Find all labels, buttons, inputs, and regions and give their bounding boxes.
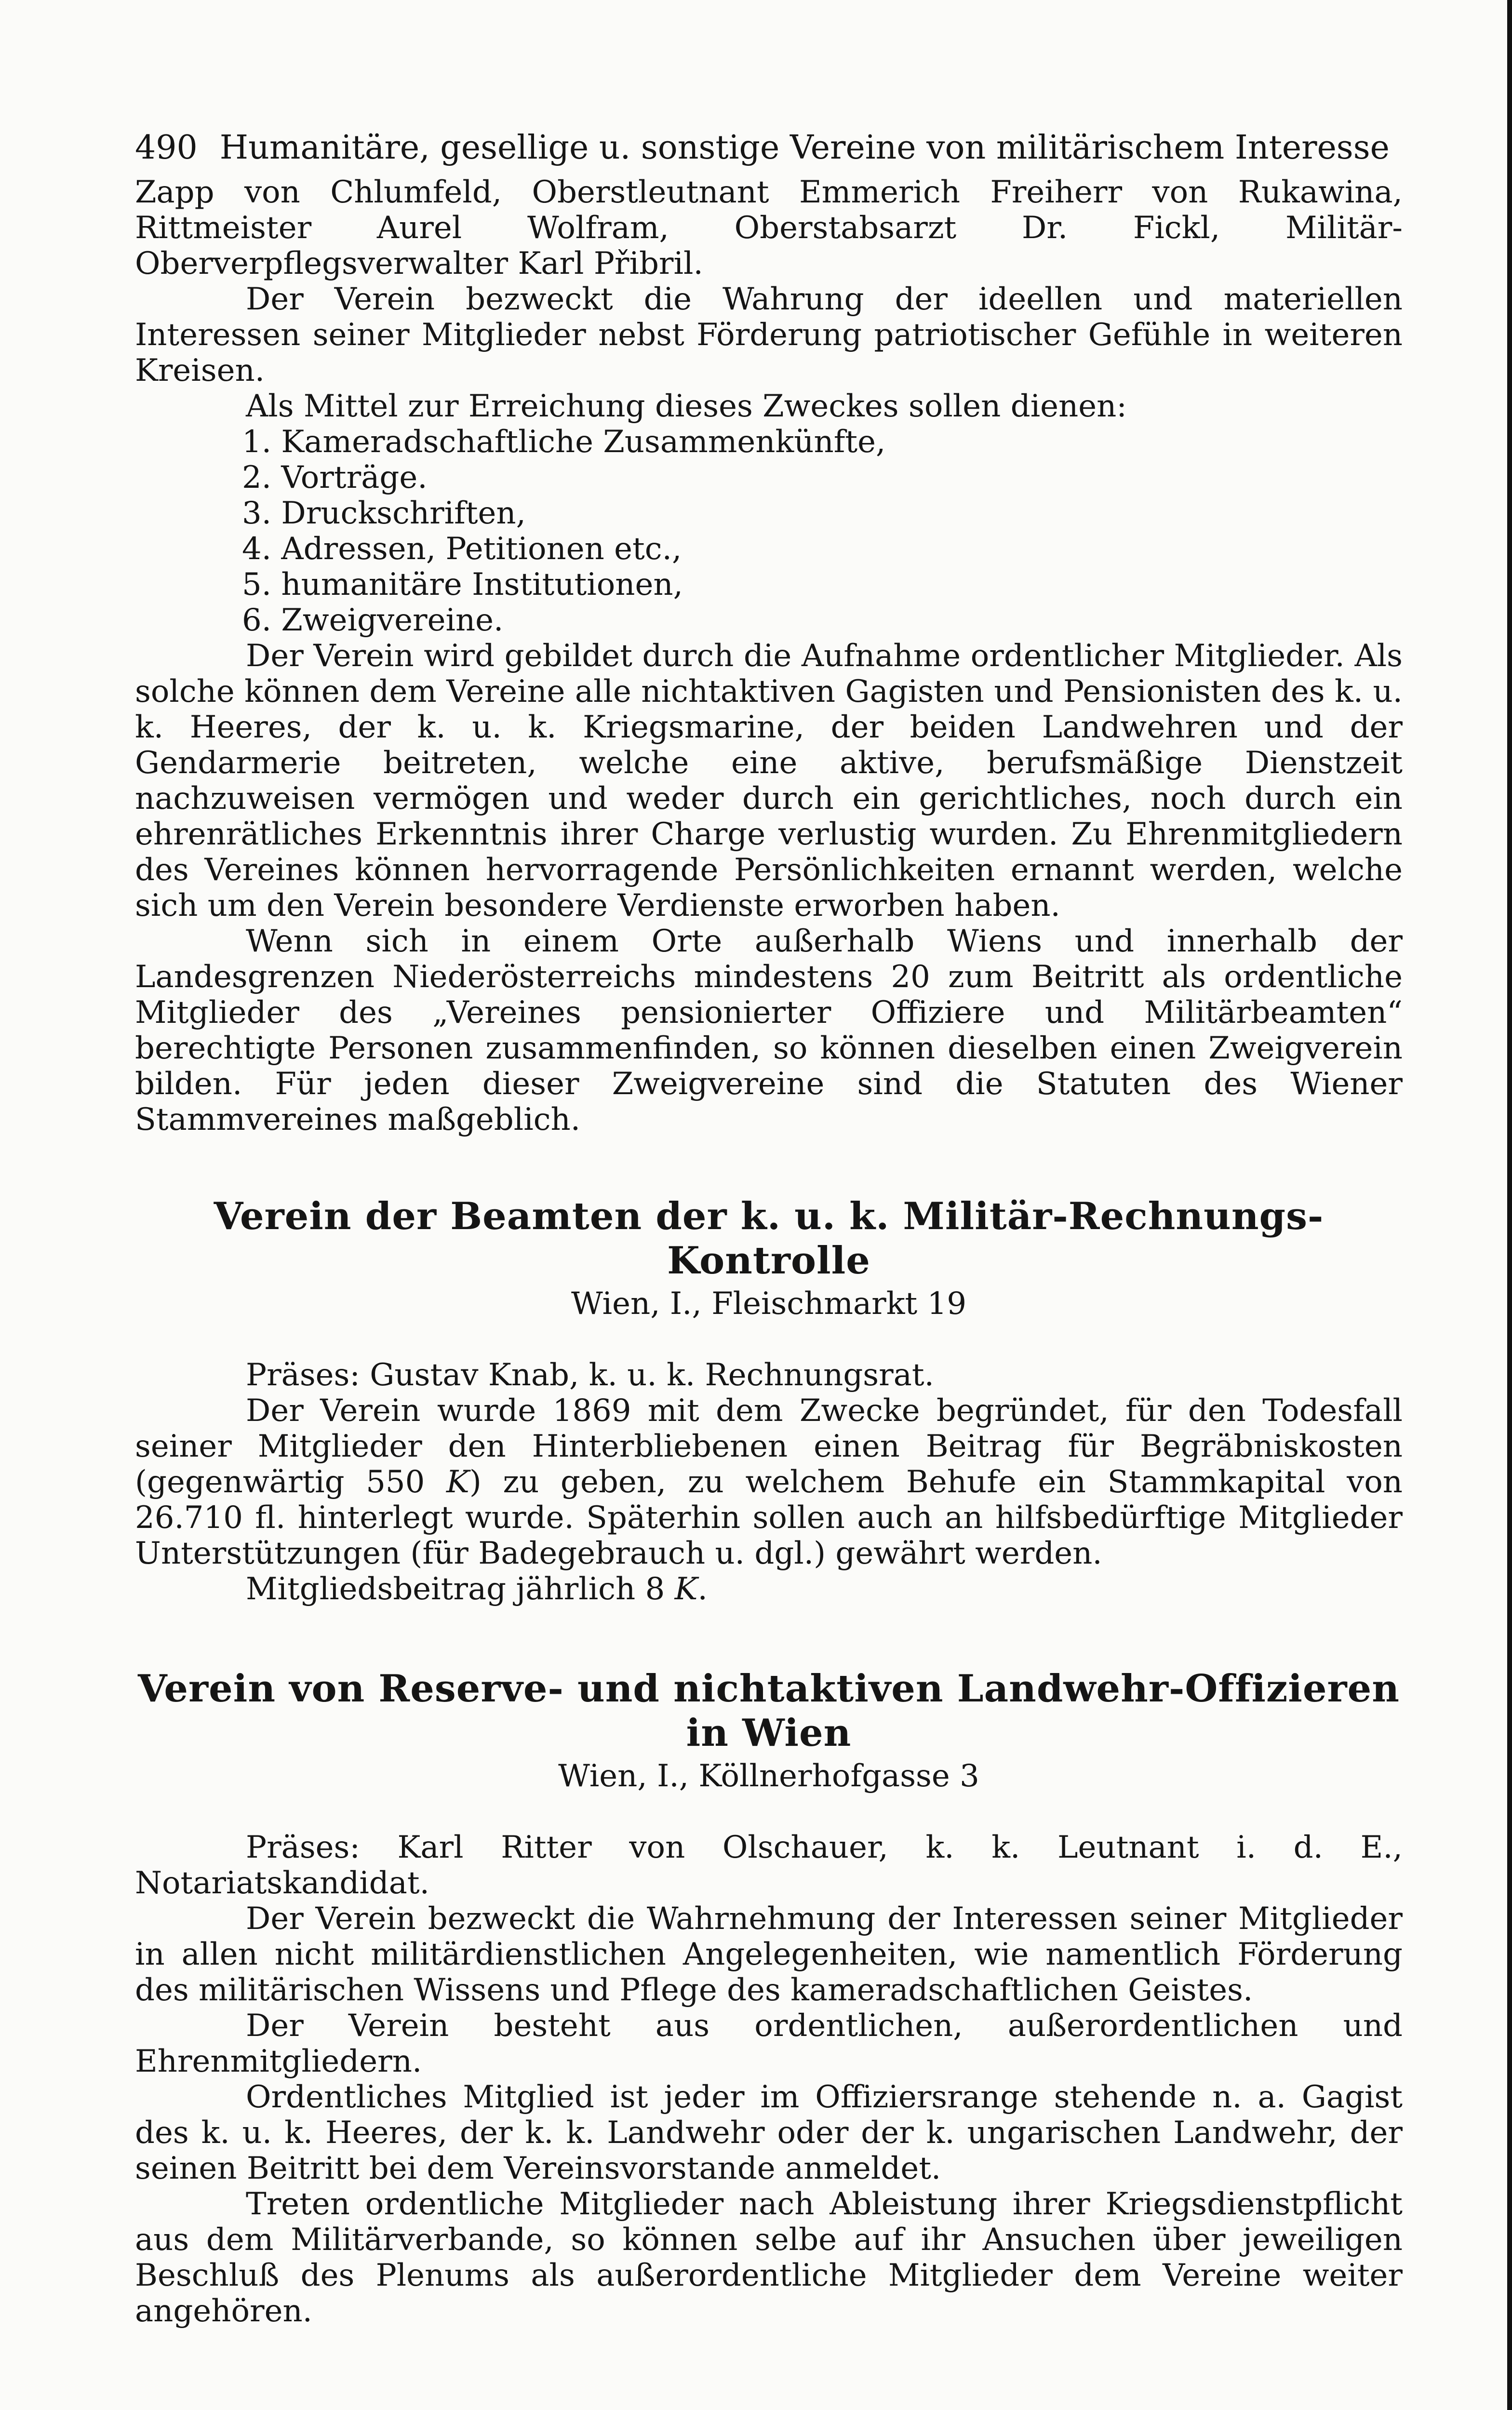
section-president: Präses: Karl Ritter von Olschauer, k. k. Leutnant i. d. E., Notariatskandidat.: [135, 1830, 1403, 1901]
section-paragraph-5: Treten ordentliche Mitglieder nach Ableistung ihrer Kriegsdienstpflicht aus dem Militärverbande, so können selbe auf ihr Ansuchen über jeweiligen Beschluß des Plenums als außerordentliche Mitglieder dem Vereine weiter angehören.: [135, 2186, 1403, 2329]
section-address: Wien, I., Köllnerhofgasse 3: [558, 1758, 979, 1794]
page-number: 490: [135, 129, 198, 167]
list-item: 4. Adressen, Petitionen etc.,: [242, 531, 682, 567]
section-landwehr-offiziere: [135, 1667, 1403, 2329]
list-item: 2. Vorträge.: [242, 460, 428, 495]
intro-paragraph-3: Als Mittel zur Erreichung dieses Zweckes sollen dienen:: [246, 388, 1127, 424]
section-militaer-rechnungs-kontrolle: [135, 1194, 1403, 1607]
section-paragraph-3: Mitgliedsbeitrag jährlich 8 K.: [246, 1571, 708, 1607]
page-content: [135, 130, 1403, 2329]
intro-paragraph-4: Der Verein wird gebildet durch die Aufnahme ordentlicher Mitglieder. Als solche können dem Vereine alle nichtaktiven Gagisten und Pensionisten des k. u. k. Heeres, der k. u. k. Kriegsmarine, der beiden Landwehren und der Gendarmerie beitreten, welche eine aktive, berufsmäßige Dienstzeit nachzuweisen vermögen und weder durch ein gerichtliches, noch durch ein ehrenrätliches Erkenntnis ihrer Charge verlustig wurden. Zu Ehrenmitgliedern des Vereines können hervorragende Persönlichkeiten ernannt werden, welche sich um den Verein besondere Verdienste erworben haben.: [135, 638, 1403, 924]
section-paragraph-3: Der Verein besteht aus ordentlichen, außerordentlichen und Ehrenmitgliedern.: [135, 2008, 1403, 2079]
currency-unit: K: [446, 1464, 469, 1500]
section-title-line-1: Verein von Reserve- und nichtaktiven Landwehr-Offizieren: [138, 1667, 1400, 1711]
list-item: 1. Kameradschaftliche Zusammenkünfte,: [242, 424, 886, 460]
list-item: 5. humanitäre Institutionen,: [242, 567, 683, 602]
section-paragraph-4: Ordentliches Mitglied ist jeder im Offiziersrange stehende n. a. Gagist des k. u. k. Heeres, der k. k. Landwehr oder der k. ungarischen Landwehr, der seinen Beitritt bei dem Vereinsvorstande anmeldet.: [135, 2079, 1403, 2186]
list-item: 6. Zweigvereine.: [242, 602, 504, 638]
section-address: Wien, I., Fleischmarkt 19: [571, 1286, 967, 1322]
section-president: Präses: Gustav Knab, k. u. k. Rechnungsrat.: [246, 1357, 934, 1393]
section-title: [135, 1667, 1403, 1755]
means-list: [135, 424, 1403, 638]
currency-unit: K: [674, 1571, 698, 1607]
section-title-line-2: in Wien: [686, 1711, 852, 1755]
list-item: 3. Druckschriften,: [242, 495, 526, 531]
running-title: Humanitäre, gesellige u. sonstige Vereine von militärischem Interesse: [219, 129, 1390, 167]
intro-paragraph-2: Der Verein bezweckt die Wahrung der ideellen und materiellen Interessen seiner Mitglieder nebst Förderung patriotischer Gefühle in weiteren Kreisen.: [135, 281, 1403, 388]
section-title: Verein der Beamten der k. u. k. Militär-Rechnungs-Kontrolle: [214, 1194, 1324, 1283]
section-paragraph-2: Der Verein wurde 1869 mit dem Zwecke begründet, für den Todesfall seiner Mitglieder den Hinterbliebenen einen Beitrag für Begräbniskosten (gegenwärtig 550 K) zu geben, zu welchem Behufe ein Stammkapital von 26.710 fl. hinterlegt wurde. Späterhin sollen auch an hilfsbedürftige Mitglieder Unterstützungen (für Badegebrauch u. dgl.) gewährt werden.: [135, 1393, 1403, 1571]
running-header: [135, 130, 1403, 166]
intro-paragraph-5: Wenn sich in einem Orte außerhalb Wiens und innerhalb der Landesgrenzen Niederösterreichs mindestens 20 zum Beitritt als ordentliche Mitglieder des „Vereines pensionierter Offiziere und Militärbeamten“ berechtigte Personen zusammenfinden, so können dieselben einen Zweigverein bilden. Für jeden dieser Zweigvereine sind die Statuten des Wiener Stammvereines maßgeblich.: [135, 924, 1403, 1138]
section-paragraph-2: Der Verein bezweckt die Wahrnehmung der Interessen seiner Mitglieder in allen nicht militärdienstlichen Angelegenheiten, wie namentlich Förderung des militärischen Wissens und Pflege des kameradschaftlichen Geistes.: [135, 1901, 1403, 2008]
page-edge-shadow: [1507, 0, 1512, 2410]
intro-paragraph-1: Zapp von Chlumfeld, Oberstleutnant Emmerich Freiherr von Rukawina, Rittmeister Aurel Wolfram, Oberstabsarzt Dr. Fickl, Militär-Oberverpflegsverwalter Karl Přibril.: [135, 174, 1403, 281]
